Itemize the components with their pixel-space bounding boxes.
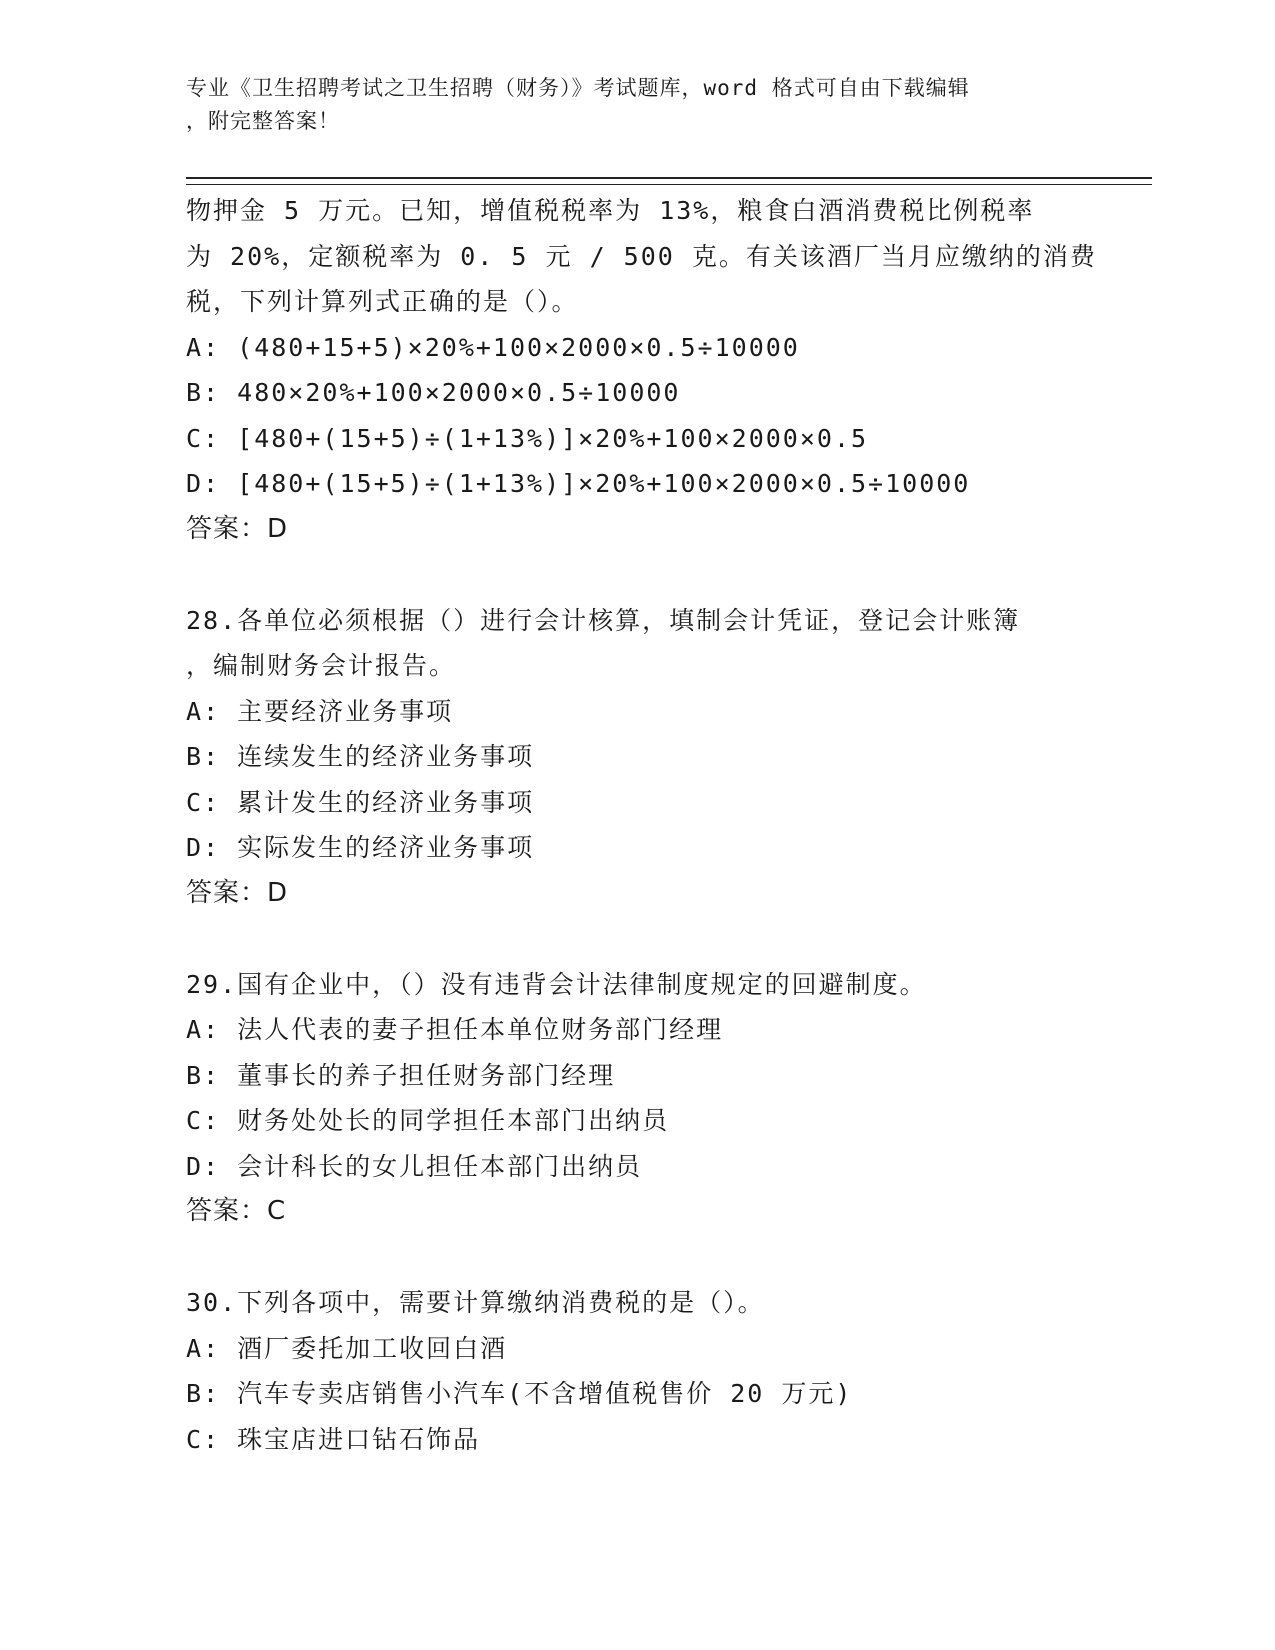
answer-line: 答案：D — [186, 513, 289, 544]
option-b: B: 480×20%+100×2000×0.5÷10000 — [186, 378, 681, 407]
document-header — [186, 72, 1066, 138]
question-stem-line: 29.国有企业中，（）没有违背会计法律制度规定的回避制度。 — [186, 969, 927, 999]
option-c: C: [480+(15+5)÷(1+13%)]×20%+100×2000×0.5 — [186, 423, 869, 453]
question-stem-line: 税，下列计算列式正确的是（）。 — [186, 287, 579, 316]
question-27 — [186, 188, 1097, 552]
option-b: B: 汽车专卖店销售小汽车(不含增值税售价 20 万元) — [186, 1379, 853, 1408]
question-stem-line: 为 20%，定额税率为 0. 5 元 / 500 克。有关该酒厂当月应缴纳的消费 — [186, 241, 1097, 271]
question-28 — [186, 598, 1086, 917]
question-stem-line: 物押金 5 万元。已知，增值税税率为 13%，粮食白酒消费税比例税率 — [186, 196, 1035, 225]
option-d: D: 会计科长的女儿担任本部门出纳员 — [186, 1151, 643, 1181]
spacer — [186, 916, 1086, 962]
question-29 — [186, 962, 1086, 1235]
question-stem-line: 28.各单位必须根据（）进行会计核算，填制会计凭证，登记会计账簿 — [186, 605, 1021, 635]
header-line-2: ，附完整答案！ — [186, 109, 340, 133]
option-a: A: 主要经济业务事项 — [186, 696, 454, 726]
header-rule-thick — [186, 177, 1152, 179]
answer-line: 答案：C — [186, 1196, 287, 1226]
question-list — [186, 188, 1097, 1462]
question-stem-line: 30.下列各项中，需要计算缴纳消费税的是（）。 — [186, 1288, 765, 1317]
option-d: D: 实际发生的经济业务事项 — [186, 833, 535, 862]
option-a: A: 法人代表的妻子担任本单位财务部门经理 — [186, 1015, 724, 1044]
header-line-1: 专业《卫生招聘考试之卫生招聘（财务）》考试题库，word 格式可自由下载编辑 — [186, 76, 970, 100]
option-c: C: 财务处处长的同学担任本部门出纳员 — [186, 1106, 670, 1135]
spacer — [186, 1235, 1086, 1281]
question-stem-line: ，编制财务会计报告。 — [186, 651, 457, 680]
answer-line: 答案：D — [186, 877, 289, 908]
spacer — [186, 552, 1086, 598]
option-b: B: 连续发生的经济业务事项 — [186, 742, 535, 771]
question-30 — [186, 1280, 1086, 1462]
option-a: A: (480+15+5)×20%+100×2000×0.5÷10000 — [186, 332, 800, 362]
header-rule-thin — [186, 184, 1152, 185]
option-c: C: 累计发生的经济业务事项 — [186, 787, 535, 817]
option-b: B: 董事长的养子担任财务部门经理 — [186, 1060, 616, 1090]
option-d: D: [480+(15+5)÷(1+13%)]×20%+100×2000×0.5÷10000 — [186, 469, 971, 498]
option-a: A: 酒厂委托加工收回白酒 — [186, 1333, 508, 1363]
option-c: C: 珠宝店进口钻石饰品 — [186, 1424, 481, 1454]
